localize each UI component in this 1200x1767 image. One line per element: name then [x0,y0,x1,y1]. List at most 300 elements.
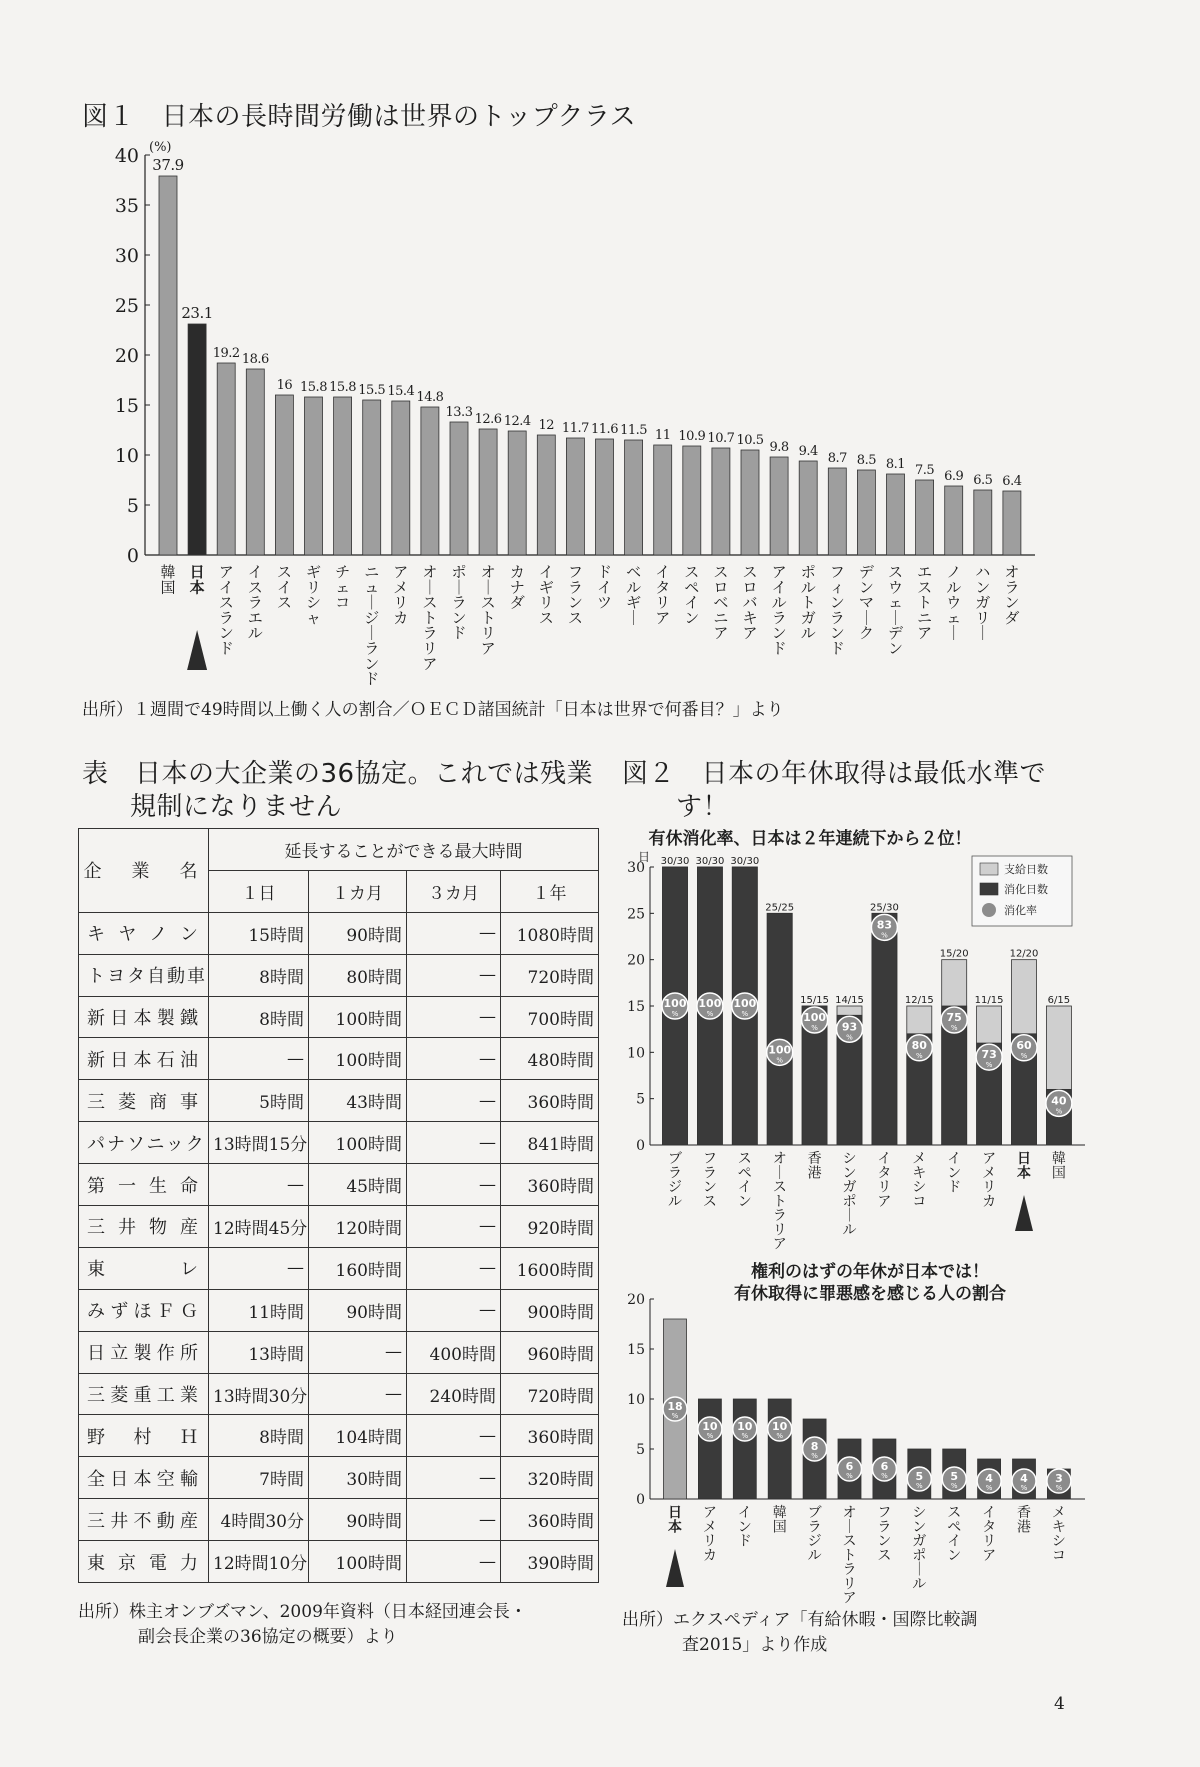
bar [421,407,439,555]
table-row [79,996,599,1038]
max-hours-cell: 160時間 [309,1247,407,1289]
table-source-line2: 副会長企業の36協定の概要）より [138,1627,398,1647]
days-label: 15/20 [939,948,969,960]
data-label: 18 [667,1400,683,1413]
max-hours-cell: 15時間 [209,912,309,954]
used-days-bar [767,913,792,1145]
y-tick-label: 35 [114,195,139,217]
table-row [79,1122,599,1164]
x-tick-label: スイス [276,563,292,612]
data-label: 9.8 [769,440,789,455]
max-hours-cell: — [407,1164,501,1206]
company-name-cell: キヤノン [79,912,209,954]
bar [741,450,759,555]
max-hours-cell: 360時間 [501,1080,599,1122]
bar [566,438,584,555]
header-col: １年 [501,870,599,912]
max-hours-cell: 90時間 [309,1499,407,1541]
fig1-source: 出所）１週間で49時間以上働く人の割合／ＯＥＣＤ諸国統計「日本は世界で何番目？」より [82,700,784,720]
x-tick-label: フランス [702,1151,717,1210]
y-tick-label: 40 [114,145,139,167]
data-label: 15.5 [358,383,386,398]
y-unit-label: (%) [149,140,172,155]
bar [334,397,352,555]
max-hours-cell: 5時間 [209,1080,309,1122]
y-tick-label: 10 [114,445,139,467]
percent-unit: % [706,1432,714,1440]
percent-unit: % [811,1452,818,1460]
bar [450,422,468,555]
max-hours-cell: 360時間 [501,1499,599,1541]
data-label: 10.9 [678,429,706,444]
days-label: 25/30 [869,902,899,914]
rate-label: 73 [981,1048,997,1062]
x-tick-label: ブラジル [807,1505,822,1564]
rate-unit: % [1055,1107,1063,1116]
bar [275,395,293,555]
table-row [79,912,599,954]
bar [363,400,381,555]
max-hours-cell: 90時間 [309,912,407,954]
max-hours-cell: 13時間15分 [209,1122,309,1164]
max-hours-cell: 100時間 [309,1122,407,1164]
company-name-cell: 東レ [79,1247,209,1289]
table-source-line1: 出所）株主オンブズマン、2009年資料（日本経団連会長・ [78,1602,527,1622]
x-tick-label: ベルギ｜ [626,563,642,627]
x-tick-label: オ｜ストリア [480,563,496,658]
data-label: 10 [702,1420,718,1433]
table-row [79,1541,599,1583]
max-hours-cell: 480時間 [501,1038,599,1080]
rate-label: 100 [768,1043,792,1057]
legend-label: 消化率 [1004,904,1037,917]
table-row [79,1331,599,1373]
fig1-chart [60,130,1050,689]
bar [188,324,206,555]
bar [698,1399,721,1499]
data-label: 12.4 [503,414,531,429]
y-tick-label: 30 [114,245,139,267]
days-label: 12/20 [1009,948,1039,960]
data-label: 11.7 [561,421,589,436]
max-hours-cell: 720時間 [501,954,599,996]
company-name-cell: 東京電力 [79,1541,209,1583]
data-label: 5 [950,1470,959,1483]
company-name-cell: 日立製作所 [79,1331,209,1373]
rate-unit: % [776,1056,784,1065]
rate-unit: % [741,1010,749,1018]
fig2-guilt-chart [620,1255,1090,1607]
bar [596,439,614,555]
company-name-cell: 三井不動産 [79,1499,209,1541]
header-group: 延長することができる最大時間 [209,829,599,871]
max-hours-cell: 45時間 [309,1164,407,1206]
used-days-bar [872,913,897,1145]
data-label: 3 [1055,1472,1063,1485]
bar [828,468,846,555]
x-tick-label: 日本 [1017,1151,1031,1182]
x-tick-label: アメリカ [702,1505,717,1564]
percent-unit: % [776,1432,784,1440]
x-tick-label: スペイン [684,563,700,627]
max-hours-cell: — [407,1415,501,1457]
bar [217,363,235,555]
max-hours-cell: 920時間 [501,1206,599,1248]
max-hours-cell: — [407,1457,501,1499]
rate-unit: % [846,1033,853,1042]
header-corp: 企 業 名 [79,829,209,913]
data-label: 15.4 [387,384,415,399]
max-hours-cell: — [407,1289,501,1331]
days-label: 6/15 [1047,995,1071,1006]
data-label: 15.8 [300,380,327,395]
x-tick-label: オ｜ストラリア [842,1505,857,1607]
company-name-cell: 新日本石油 [79,1038,209,1080]
y-tick-label: 15 [114,395,139,417]
max-hours-cell: 1600時間 [501,1247,599,1289]
fig2-vacation-chart [620,822,1090,1252]
bar [246,369,264,555]
max-hours-cell: 700時間 [501,996,599,1038]
rate-label: 40 [1051,1094,1067,1108]
table-title-line2: 規制になりません [130,792,343,822]
agreement-table [78,828,599,1583]
x-tick-label: イタリア [655,563,671,627]
data-label: 6.9 [944,469,964,484]
percent-unit: % [950,1482,958,1490]
data-label: 37.9 [152,156,184,174]
x-tick-label: スペイン [737,1151,752,1210]
max-hours-cell: 900時間 [501,1289,599,1331]
max-hours-cell: 360時間 [501,1415,599,1457]
days-label: 30/30 [695,856,725,867]
company-name-cell: 全日本空輸 [79,1457,209,1499]
data-label: 11.6 [591,422,618,437]
bar [799,461,817,555]
data-label: 12 [538,418,555,433]
bar [1003,491,1021,555]
max-hours-cell: 13時間 [209,1331,309,1373]
x-tick-label: 香港 [1017,1505,1031,1536]
x-tick-label: ハンガリ｜ [975,563,991,643]
bar [916,480,934,555]
x-tick-label: ギリシャ [305,563,322,627]
max-hours-cell: — [309,1331,407,1373]
y-tick-label: 25 [627,906,645,923]
percent-unit: % [741,1432,749,1440]
x-tick-label: イギリス [538,563,554,627]
bar [305,397,323,555]
max-hours-cell: 400時間 [407,1331,501,1373]
fig2-title-line1: 図２ 日本の年休取得は最低水準で [622,759,1047,789]
x-tick-label: エストニア [917,563,933,643]
data-label: 12.6 [474,412,502,427]
page-number: 4 [1054,1694,1065,1714]
y-tick-label: 10 [627,1045,645,1062]
bar [479,429,497,555]
x-tick-label: フィンランド [829,563,845,658]
table-row [79,1499,599,1541]
x-tick-label: ブラジル [668,1151,682,1210]
x-tick-label: ドイツ [596,563,613,612]
max-hours-cell: 841時間 [501,1122,599,1164]
data-label: 5 [915,1470,924,1483]
days-label: 14/15 [835,995,864,1006]
x-tick-label: メキシコ [1051,1505,1066,1564]
rate-unit: % [915,1051,923,1060]
data-label: 14.8 [416,390,444,405]
table-row [79,1080,599,1122]
percent-unit: % [881,1472,888,1480]
bar [945,486,963,555]
fig2-source-line1: 出所）エクスペディア「有給休暇・国際比較調 [622,1610,978,1630]
y-tick-label: 5 [126,495,139,517]
legend-given-swatch [980,863,998,875]
days-label: 11/15 [974,995,1004,1006]
max-hours-cell: 8時間 [209,954,309,996]
rate-unit: % [1020,1051,1028,1060]
max-hours-cell: 11時間 [209,1289,309,1331]
data-label: 8.7 [827,451,847,466]
x-tick-label: オ｜ストラリア [772,1151,787,1253]
max-hours-cell: — [209,1247,309,1289]
bar [392,401,410,555]
x-tick-label: 日本 [189,563,205,597]
max-hours-cell: 43時間 [309,1080,407,1122]
data-label: 6 [880,1460,889,1473]
max-hours-cell: 12時間10分 [209,1541,309,1583]
max-hours-cell: — [407,1247,501,1289]
max-hours-cell: — [407,996,501,1038]
max-hours-cell: — [309,1373,407,1415]
table-row [79,1457,599,1499]
fig1-title: 図１ 日本の長時間労働は世界のトップクラス [82,102,637,132]
percent-unit: % [915,1482,923,1490]
x-tick-label: イタリア [877,1151,892,1210]
x-tick-label: メキシコ [912,1151,927,1210]
max-hours-cell: 100時間 [309,1541,407,1583]
x-tick-label: スペイン [947,1505,962,1564]
max-hours-cell: 960時間 [501,1331,599,1373]
bar [654,445,672,555]
data-label: 11 [654,428,671,443]
table-row [79,1247,599,1289]
data-label: 10 [737,1420,753,1433]
bar [508,431,526,555]
rate-unit: % [671,1010,679,1018]
legend-label: 支給日数 [1004,863,1048,876]
data-label: 6.5 [973,473,993,488]
company-name-cell: 第一生命 [79,1164,209,1206]
fig2-title-line2: す！ [676,792,730,822]
x-tick-label: インド [947,1151,962,1196]
legend-label: 消化日数 [1004,883,1048,896]
max-hours-cell: 4時間30分 [209,1499,309,1541]
header-col: １日 [209,870,309,912]
x-tick-label: フランス [877,1505,892,1564]
x-tick-label: アメリカ [393,563,409,627]
x-tick-label: スロバキア [742,563,758,643]
max-hours-cell: 100時間 [309,996,407,1038]
highlight-arrow-icon [187,630,207,670]
percent-unit: % [985,1484,993,1492]
y-tick-label: 25 [114,295,139,317]
x-tick-label: 韓国 [772,1505,787,1536]
bar [857,470,875,555]
company-name-cell: 野村Ｈ [79,1415,209,1457]
table-row [79,1415,599,1457]
data-label: 8 [810,1440,819,1453]
rate-label: 100 [733,997,757,1010]
bar [887,474,905,555]
bar [770,457,788,555]
bar [159,176,177,555]
x-tick-label: ポルトガル [800,563,816,643]
x-tick-label: イタリア [982,1505,997,1564]
x-tick-label: 韓国 [1051,1151,1066,1182]
bar [733,1399,756,1499]
y-tick-label: 20 [627,952,645,969]
y-tick-label: 20 [627,1292,645,1308]
data-label: 4 [1020,1472,1028,1485]
max-hours-cell: 12時間45分 [209,1206,309,1248]
percent-unit: % [846,1472,853,1480]
company-name-cell: 新日本製鐵 [79,996,209,1038]
data-label: 19.2 [212,346,240,361]
max-hours-cell: 320時間 [501,1457,599,1499]
header-col: ３カ月 [407,870,501,912]
x-tick-label: フランス [567,563,583,627]
y-tick-label: 15 [627,999,645,1015]
x-tick-label: シンガポ｜ル [912,1505,927,1593]
rate-label: 93 [841,1020,858,1034]
data-label: 9.4 [798,444,818,459]
rate-label: 83 [876,918,893,932]
x-tick-label: 韓国 [160,563,176,597]
y-tick-label: 5 [636,1091,645,1108]
x-tick-label: デンマ｜ク [858,563,874,643]
percent-unit: % [671,1412,679,1420]
data-label: 15.8 [329,380,357,395]
table-row [79,1206,599,1248]
max-hours-cell: — [209,1038,309,1080]
max-hours-cell: — [209,1164,309,1206]
max-hours-cell: 100時間 [309,1038,407,1080]
x-tick-label: 日本 [668,1505,682,1536]
data-label: 10.7 [707,431,735,446]
highlight-arrow-icon [1015,1195,1033,1231]
max-hours-cell: 90時間 [309,1289,407,1331]
x-tick-label: スロベニア [713,563,729,643]
max-hours-cell: — [407,1541,501,1583]
max-hours-cell: 104時間 [309,1415,407,1457]
max-hours-cell: 720時間 [501,1373,599,1415]
data-label: 13.3 [445,405,473,420]
x-tick-label: ノルウェ｜ [946,563,962,643]
chart-subtitle: 権利のはずの年休が日本では！ [751,1262,989,1282]
max-hours-cell: — [407,912,501,954]
x-tick-label: カナダ [509,563,525,612]
rate-label: 100 [663,997,687,1010]
table-row [79,1164,599,1206]
table-header-row [79,829,599,871]
company-name-cell: 三井物産 [79,1206,209,1248]
percent-unit: % [1055,1484,1063,1492]
data-label: 4 [985,1472,993,1485]
max-hours-cell: 80時間 [309,954,407,996]
data-label: 10 [772,1420,788,1433]
max-hours-cell: 360時間 [501,1164,599,1206]
days-label: 12/15 [904,995,934,1006]
data-label: 8.1 [885,457,906,472]
x-tick-label: シンガポ｜ル [842,1151,857,1239]
x-tick-label: オランダ [1004,563,1020,627]
days-label: 15/15 [800,995,830,1006]
table-row [79,1289,599,1331]
bar [712,448,730,555]
max-hours-cell: — [407,1038,501,1080]
company-name-cell: トヨタ自動車 [79,954,209,996]
fig2-source-line2: 査2015」より作成 [682,1635,828,1655]
data-label: 10.5 [736,433,764,448]
max-hours-cell: 390時間 [501,1541,599,1583]
max-hours-cell: 7時間 [209,1457,309,1499]
y-tick-label: 0 [636,1492,645,1508]
rate-unit: % [881,931,888,940]
data-label: 16 [276,378,293,393]
y-tick-label: 15 [627,1342,645,1358]
max-hours-cell: 13時間30分 [209,1373,309,1415]
legend-rate-swatch [982,903,996,917]
max-hours-cell: — [407,1499,501,1541]
table-row [79,954,599,996]
max-hours-cell: — [407,954,501,996]
y-tick-label: 20 [114,345,139,367]
max-hours-cell: 1080時間 [501,912,599,954]
y-tick-label: 5 [636,1442,645,1458]
rate-unit: % [950,1024,958,1032]
x-tick-label: インド [737,1505,752,1550]
rate-unit: % [985,1061,993,1070]
max-hours-cell: 120時間 [309,1206,407,1248]
y-tick-label: 30 [627,860,645,876]
x-tick-label: スウェ｜デン [887,563,904,658]
x-tick-label: アイスランド [218,563,234,658]
x-tick-label: ポ｜ランド [451,563,467,643]
company-name-cell: みずほＦＧ [79,1289,209,1331]
max-hours-cell: 30時間 [309,1457,407,1499]
highlight-arrow-icon [666,1549,684,1587]
max-hours-cell: 8時間 [209,996,309,1038]
max-hours-cell: — [407,1206,501,1248]
y-tick-label: 10 [627,1392,645,1408]
max-hours-cell: 240時間 [407,1373,501,1415]
x-tick-label: アメリカ [982,1151,997,1210]
x-tick-label: 香港 [807,1151,822,1182]
rate-label: 60 [1016,1038,1032,1052]
bar [768,1399,791,1499]
x-tick-label: ニュ｜ジ｜ランド [364,563,380,689]
x-tick-label: アイルランド [771,563,787,658]
x-tick-label: イスラエル [247,563,263,643]
company-name-cell: パナソニック [79,1122,209,1164]
legend-used-swatch [980,883,998,895]
max-hours-cell: — [407,1080,501,1122]
bar [537,435,555,555]
rate-unit: % [706,1010,714,1018]
rate-unit: % [811,1024,818,1032]
days-label: 25/25 [765,902,795,914]
